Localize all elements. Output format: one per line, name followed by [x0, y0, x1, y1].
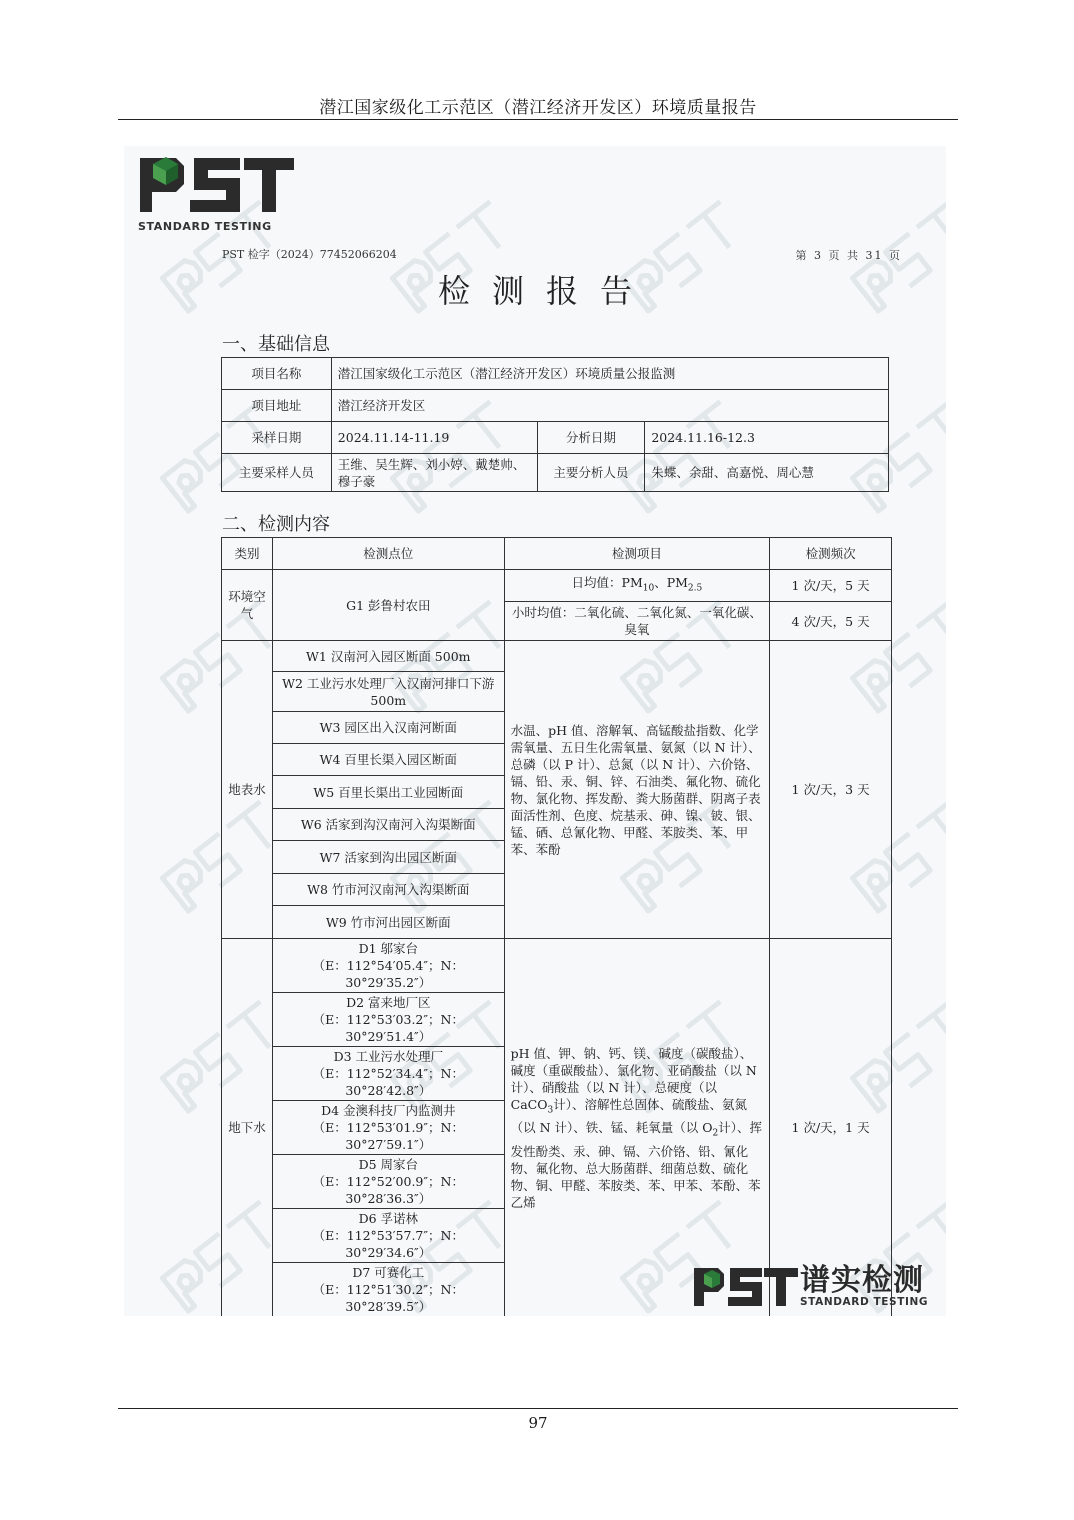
air-daily-items: 日均值：$PM_{10}$、$PM_{2.5}$	[504, 570, 770, 602]
table-row	[222, 358, 889, 390]
company-name-en-bottom: STANDARD TESTING	[800, 1296, 929, 1308]
report-page-info: 第 3 页 共 31 页	[795, 249, 902, 262]
analysis-date-label: 分析日期	[537, 422, 645, 454]
report-title: 检测报告	[437, 272, 654, 310]
header-point: 检测点位	[272, 538, 504, 570]
section-title-basic-info: 一、基础信息	[222, 334, 330, 355]
ground-frequency: 1 次/天，1 天	[770, 939, 892, 1317]
sampling-date-label: 采样日期	[222, 422, 332, 454]
header-rule	[118, 119, 958, 120]
surface-frequency: 1 次/天，3 天	[770, 641, 892, 939]
samplers-value: 王维、吴生辉、刘小婷、戴楚帅、穆子豪	[331, 454, 537, 492]
analysis-date-value: 2024.11.16-12.3	[645, 422, 889, 454]
ground-point: D5 周家台 （E：112°52′00.9″；N：30°28′36.3″）	[272, 1155, 504, 1209]
table-row	[222, 939, 892, 993]
surface-point: W3 园区出入汉南河断面	[272, 712, 504, 744]
ground-point: D4 金澳科技厂内监测井 （E：112°53′01.9″；N：30°27′59.1″）	[272, 1101, 504, 1155]
category-surface-water: 地表水	[222, 641, 273, 939]
section-title-content: 二、检测内容	[222, 514, 330, 535]
analysts-value: 朱蝶、余甜、高嘉悦、周心慧	[645, 454, 889, 492]
surface-point: W8 竹市河汉南河入沟渠断面	[272, 874, 504, 906]
scanned-report-page	[124, 146, 946, 1316]
company-name-cn: 谱实检测	[800, 1263, 924, 1298]
air-point: G1 彭鲁村农田	[272, 570, 504, 641]
page-header-title: 潜江国家级化工示范区（潜江经济开发区）环境质量报告	[319, 98, 757, 118]
page-number: 97	[528, 1414, 548, 1432]
surface-point: W5 百里长渠出工业园断面	[272, 776, 504, 809]
analysts-label: 主要分析人员	[537, 454, 645, 492]
project-name-value: 潜江国家级化工示范区（潜江经济开发区）环境质量公报监测	[331, 358, 888, 390]
sampling-date-value: 2024.11.14-11.19	[331, 422, 537, 454]
pst-logo-bottom-icon	[692, 1264, 800, 1308]
table-header-row	[222, 538, 892, 570]
category-groundwater: 地下水	[222, 939, 273, 1317]
content-table	[221, 537, 892, 1316]
ground-point: D6 孚诺林 （E：112°53′57.7″；N：30°29′34.6″）	[272, 1209, 504, 1263]
pst-logo-top	[136, 150, 296, 233]
table-row	[222, 390, 889, 422]
header-category: 类别	[222, 538, 273, 570]
pst-logo-bottom	[692, 1264, 928, 1308]
pst-logo-icon	[136, 150, 296, 216]
surface-items: 水温、pH 值、溶解氧、高锰酸盐指数、化学需氧量、五日生化需氧量、氨氮（以 N 计）、总磷（以 P 计）、总氮（以 N 计）、六价铬、镉、铅、汞、铜、锌、石油类、氟化物、硫化物、氯化物、挥发酚、粪大肠菌群、阴离子表面活性剂、色度、烷基汞、砷、镍、铍、银、锰、硒、总氰化物、甲醛、苯胺类、苯、甲苯、苯酚	[504, 641, 770, 939]
ground-point: D3 工业污水处理厂 （E：112°52′34.4″；N：30°28′42.8″）	[272, 1047, 504, 1101]
air-hourly-items: 小时均值：二氧化硫、二氧化氮、一氧化碳、臭氧	[504, 602, 770, 641]
air-daily-frequency: 1 次/天，5 天	[770, 570, 892, 602]
table-row	[222, 570, 892, 602]
header-items: 检测项目	[504, 538, 770, 570]
table-row	[222, 454, 889, 492]
header-frequency: 检测频次	[770, 538, 892, 570]
ground-point: D1 邬家台 （E：112°54′05.4″；N：30°29′35.2″）	[272, 939, 504, 993]
surface-point: W1 汉南河入园区断面 500m	[272, 641, 504, 672]
air-hourly-frequency: 4 次/天，5 天	[770, 602, 892, 641]
table-row	[222, 422, 889, 454]
project-address-label: 项目地址	[222, 390, 332, 422]
ground-point: D2 富来地厂区 （E：112°53′03.2″；N：30°29′51.4″）	[272, 993, 504, 1047]
basic-info-table	[221, 357, 889, 492]
project-address-value: 潜江经济开发区	[331, 390, 888, 422]
report-number: PST 检字（2024）77452066204	[222, 248, 397, 261]
surface-point: W9 竹市河出园区断面	[272, 906, 504, 939]
ground-items: pH 值、钾、钠、钙、镁、碱度（碳酸盐）、碱度（重碳酸盐）、氯化物、亚硝酸盐（以 N 计）、硝酸盐（以 N 计）、总硬度（以 CaCO$_3$计）、溶解性总固体、硫酸盐、氨氮（以 N 计）、铁、锰、耗氧量（以 $O_2$计）、挥发性酚类、汞、砷、镉、六价铬、铅、氰化物、氟化物、总大肠菌群、细菌总数、硫化物、铜、甲醛、苯胺类、苯、甲苯、苯酚、苯乙烯	[504, 939, 770, 1317]
surface-point: W4 百里长渠入园区断面	[272, 744, 504, 776]
ground-point: D7 可赛化工 （E：112°51′30.2″；N：30°28′39.5″）	[272, 1263, 504, 1317]
project-name-label: 项目名称	[222, 358, 332, 390]
company-name-en-top: STANDARD TESTING	[138, 220, 272, 233]
samplers-label: 主要采样人员	[222, 454, 332, 492]
surface-point: W2 工业污水处理厂入汉南河排口下游 500m	[272, 672, 504, 712]
surface-point: W6 活家到沟汉南河入沟渠断面	[272, 809, 504, 841]
category-air: 环境空气	[222, 570, 273, 641]
footer-rule	[118, 1408, 958, 1409]
table-row	[222, 641, 892, 672]
surface-point: W7 活家到沟出园区断面	[272, 841, 504, 874]
